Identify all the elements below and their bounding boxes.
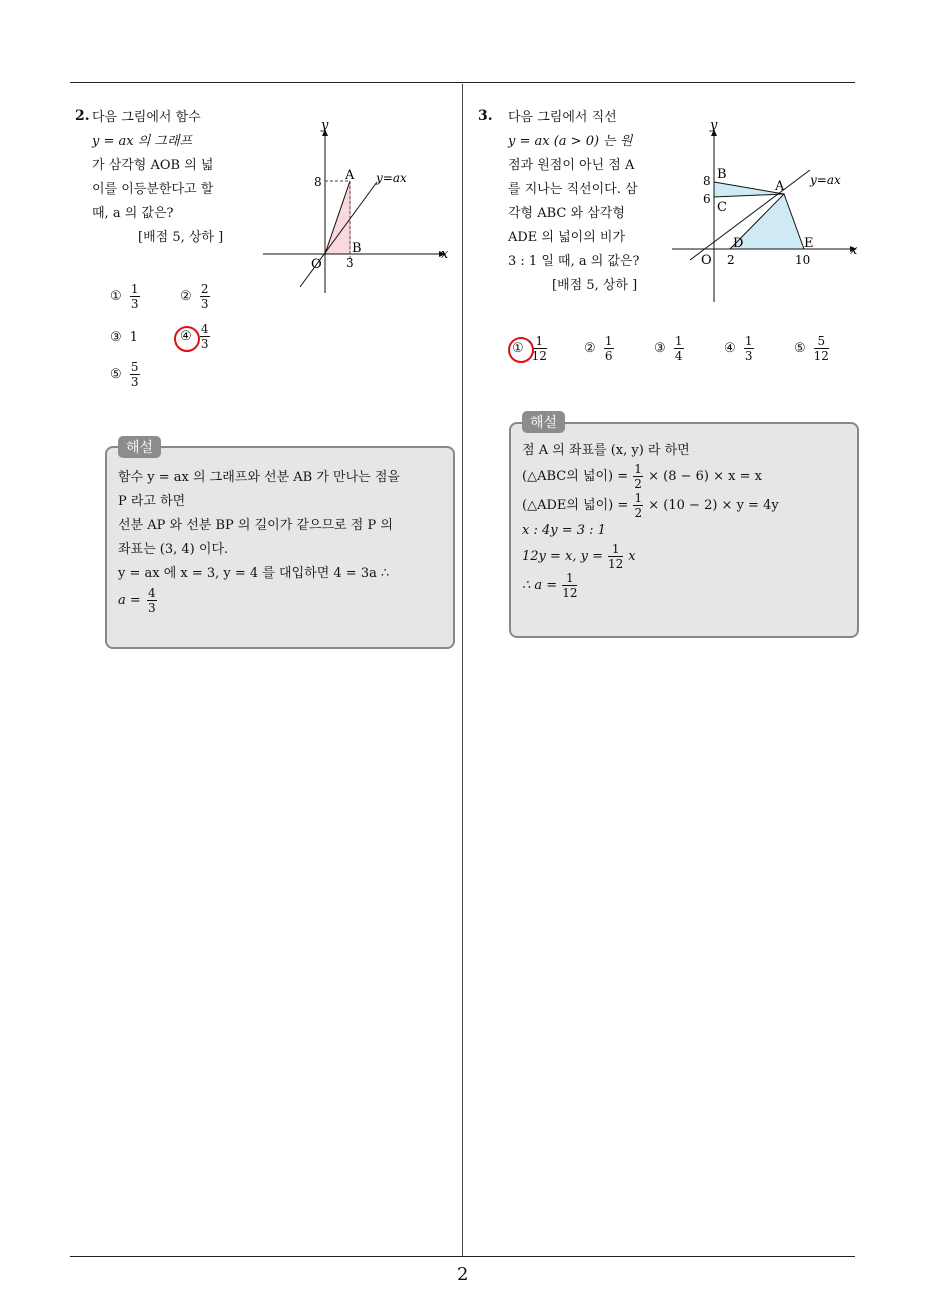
q2-sol-line-2: P 라고 하면: [118, 494, 186, 509]
q3-label-A: A: [775, 179, 785, 194]
q3-choice-4-frac: $\frac{1}{3}$: [744, 334, 753, 363]
q3-solution-text: [522, 440, 779, 600]
q3-choice-5-frac: $\frac{5}{12}$: [813, 334, 829, 363]
q3-line-7: 3 : 1 일 때, a 의 값은?: [508, 254, 640, 269]
q3-line-label: y=ax: [810, 173, 841, 187]
q3-sol-line-5: 12y = x, y = $\frac{1}{12}$ x: [522, 542, 636, 571]
q3-tick-10: 10: [795, 253, 811, 267]
q3-line-6: ADE 의 넓이의 비가: [508, 230, 626, 245]
q2-sol-final: a = $\frac{4}{3}$: [118, 586, 156, 615]
q3-sol-line-2: (△ABC의 넓이) = $\frac{1}{2}$ × (8 − 6) × x = x: [522, 462, 762, 491]
q2-sol-line-4: 좌표는 (3, 4) 이다.: [118, 542, 229, 557]
q2-solution-text: [118, 466, 400, 615]
q3-tick-8: 8: [703, 174, 711, 188]
q3-choice-2[interactable]: ② $\frac{1}{6}$: [584, 334, 613, 363]
q3-text: [508, 106, 663, 298]
q2-choice-5[interactable]: ⑤ $\frac{5}{3}$: [110, 360, 139, 389]
q3-sol-line-6: ∴ a = $\frac{1}{12}$: [522, 571, 578, 600]
q3-choice-1[interactable]: ① $\frac{1}{12}$: [512, 334, 547, 363]
q3-choice-1-frac: $\frac{1}{12}$: [531, 334, 547, 363]
q2-solution-tag: 해설: [118, 436, 161, 458]
q2-sol-line-1: 함수 y = ax 의 그래프와 선분 AB 가 만나는 점을: [118, 470, 400, 485]
q3-choice-5[interactable]: ⑤ $\frac{5}{12}$: [794, 334, 829, 363]
q2-line-6: [배점 5, 상하 ]: [138, 230, 224, 245]
q2-tick-8: 8: [314, 175, 322, 189]
q3-triangle-ABC: [714, 182, 784, 197]
q2-tick-3: 3: [346, 256, 354, 270]
q2-text: [92, 106, 252, 250]
q3-label-B: B: [717, 167, 727, 182]
q2-line-2: y = ax 의 그래프: [92, 134, 193, 149]
q2-sol-line-5: y = ax 에 x = 3, y = 4 를 대입하면 4 = 3a ∴: [118, 566, 390, 581]
q2-label-x: x: [441, 247, 449, 262]
q2-number: 2.: [75, 108, 90, 124]
q2-answer-mark: [174, 326, 200, 352]
q2-line-1: 다음 그림에서 함수: [92, 110, 201, 125]
q2-choice-4[interactable]: ④ $\frac{4}{3}$: [180, 322, 209, 351]
column-divider: [462, 84, 463, 1256]
q3-sol-line-1: 점 A 의 좌표를 (x, y) 라 하면: [522, 443, 690, 458]
q3-number: 3.: [478, 108, 493, 124]
q3-sol-line-3: (△ADE의 넓이) = $\frac{1}{2}$ × (10 − 2) × y = 4y: [522, 491, 779, 520]
q3-line-1: 다음 그림에서 직선: [508, 110, 617, 125]
q2-line-label: y=ax: [376, 171, 407, 185]
q2-choice-2[interactable]: ② $\frac{2}{3}$: [180, 282, 209, 311]
q2-choice-2-frac: $\frac{2}{3}$: [200, 282, 209, 311]
q2-label-B: B: [352, 241, 362, 256]
q2-figure: [255, 110, 455, 295]
q3-line-2: y = ax (a > 0) 는 원: [508, 134, 633, 149]
q2-label-A: A: [345, 168, 355, 183]
q3-choice-3[interactable]: ③ $\frac{1}{4}$: [654, 334, 683, 363]
q3-label-O: O: [701, 253, 712, 268]
q2-label-O: O: [311, 257, 322, 272]
q3-sol-line-4: x : 4y = 3 : 1: [522, 523, 606, 538]
q3-label-x: x: [850, 243, 858, 258]
q3-label-E: E: [804, 236, 814, 251]
q2-choice-1-frac: $\frac{1}{3}$: [130, 282, 139, 311]
q3-tick-2: 2: [727, 253, 735, 267]
q3-answer-mark: [508, 337, 534, 363]
q2-choice-3[interactable]: ③ 1: [110, 330, 138, 345]
q3-figure: [668, 110, 862, 305]
q3-label-C: C: [717, 200, 727, 215]
q3-label-D: D: [733, 236, 744, 251]
bottom-rule: [70, 1256, 855, 1257]
q3-choice-4[interactable]: ④ $\frac{1}{3}$: [724, 334, 753, 363]
q3-line-5: 각형 ABC 와 삼각형: [508, 206, 625, 221]
q2-line-3: 가 삼각형 AOB 의 넓: [92, 158, 214, 173]
q2-line-4: 이를 이등분한다고 할: [92, 182, 214, 197]
q2-line-5: 때, a 의 값은?: [92, 206, 174, 221]
q3-choice-3-frac: $\frac{1}{4}$: [674, 334, 683, 363]
q2-choice-4-frac: $\frac{4}{3}$: [200, 322, 209, 351]
q2-label-y: y: [321, 118, 329, 133]
q3-tick-6: 6: [703, 192, 711, 206]
q2-sol-line-3: 선분 AP 와 선분 BP 의 길이가 같으므로 점 P 의: [118, 518, 393, 533]
q2-choice-1[interactable]: ① $\frac{1}{3}$: [110, 282, 139, 311]
q3-line-4: 를 지나는 직선이다. 삼: [508, 182, 638, 197]
q3-line-8: [배점 5, 상하 ]: [552, 278, 638, 293]
top-rule: [70, 82, 855, 83]
q3-solution-tag: 해설: [522, 411, 565, 433]
q2-choice-5-frac: $\frac{5}{3}$: [130, 360, 139, 389]
q3-line-3: 점과 원점이 아닌 점 A: [508, 158, 635, 173]
q3-label-y: y: [710, 118, 718, 133]
page-number: 2: [457, 1264, 469, 1285]
q3-choice-2-frac: $\frac{1}{6}$: [604, 334, 613, 363]
